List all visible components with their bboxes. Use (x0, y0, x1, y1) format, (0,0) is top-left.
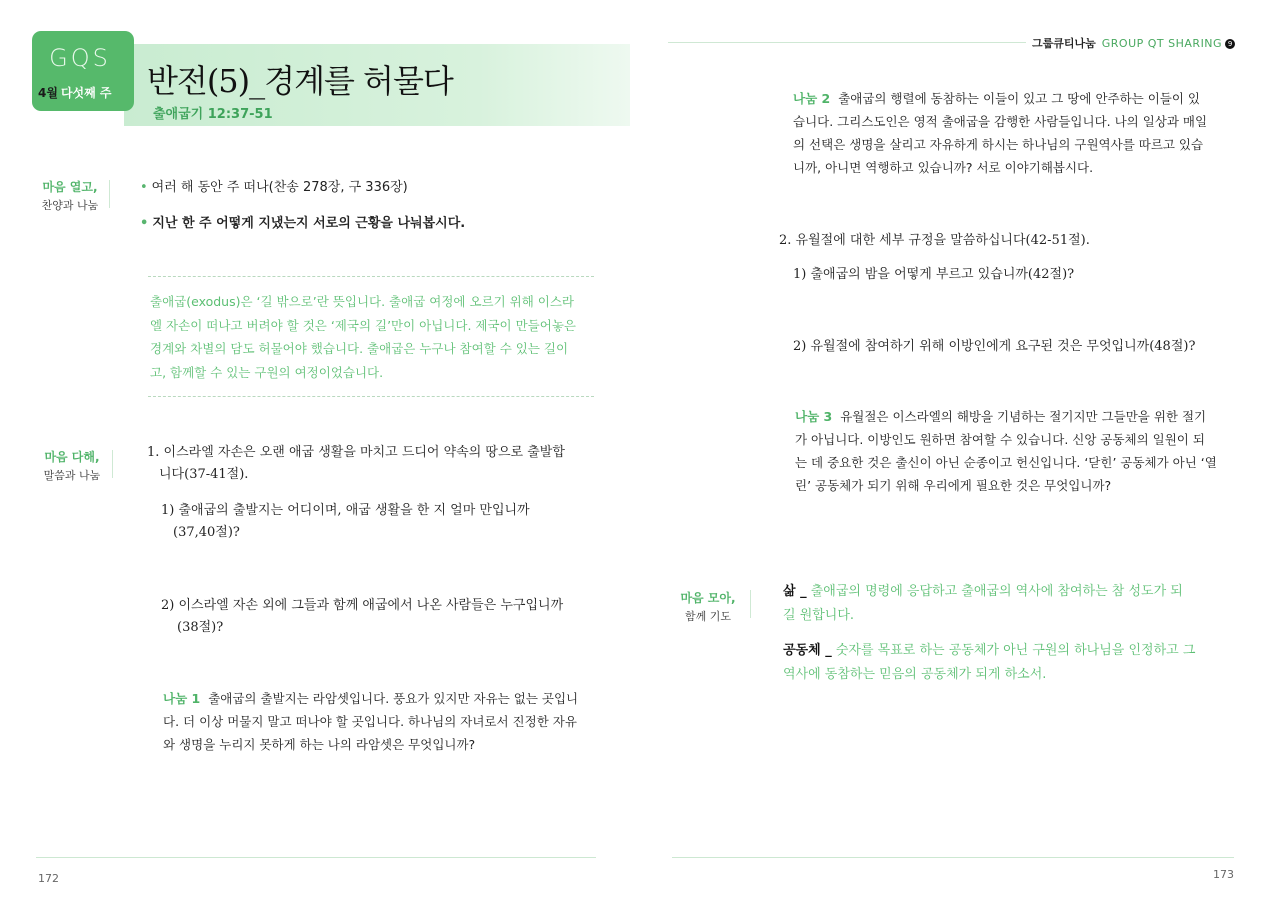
section-divider (109, 180, 110, 208)
prayer-text: 출애굽의 명령에 응답하고 출애굽의 역사에 참여하는 참 성도가 되 (810, 584, 1183, 599)
section-label-deep-sub: 말씀과 나눔 (43, 469, 101, 482)
section-label-deep-title: 마음 다해, (44, 450, 100, 464)
running-head-en: GROUP QT SHARING (1101, 37, 1223, 50)
week-label (38, 84, 112, 101)
question-line: (38절)? (177, 620, 224, 635)
section-label-pray-title: 마음 모아, (680, 591, 736, 605)
footer-rule (36, 857, 596, 858)
question-2: 2. 유월절에 대한 세부 규정을 말씀하십니다(42-51절). (779, 233, 1090, 248)
question-line: 2) 이스라엘 자손 외에 그들과 함께 애굽에서 나온 사람들은 누구입니까 (161, 598, 564, 613)
share-text: 유월절은 이스라엘의 해방을 기념하는 절기지만 그들만을 위한 절기 (840, 409, 1207, 424)
question-1 (147, 442, 599, 486)
share-line (795, 405, 1235, 428)
share-line: 니까, 아니면 역행하고 있습니까? 서로 이야기해봅시다. (793, 160, 1094, 175)
scripture-reference: 출애굽기 12:37-51 (153, 107, 273, 122)
page-number: 173 (1213, 868, 1234, 881)
question-line: (37,40절)? (173, 525, 240, 540)
footer-rule (672, 857, 1234, 858)
share-tag: 나눔 1 (163, 691, 201, 706)
gqs-logo: GQS (49, 44, 111, 72)
header-rule (668, 42, 1026, 43)
share-line: 습니다. 그리스도인은 영적 출애굽을 감행한 사람들입니다. 나의 일상과 매일 (793, 114, 1208, 129)
share-line: 가 아닙니다. 이방인도 원하면 참여할 수 있습니다. 신앙 공동체의 일원이 되 (795, 432, 1205, 447)
prayer-line: 역사에 동참하는 믿음의 공동체가 되게 하소서. (783, 667, 1047, 682)
question-1-line: 니다(37-41절). (159, 467, 249, 482)
section-divider (112, 450, 113, 478)
month-label: 4월 (38, 86, 58, 100)
prayer-lead: 삶 _ (783, 584, 807, 599)
bullet-icon: • (140, 216, 149, 231)
question-2-2: 2) 유월절에 참여하기 위해 이방인에게 요구된 것은 무엇입니까(48절)? (793, 339, 1196, 354)
section-divider (750, 590, 751, 618)
share-text: 출애굽의 행렬에 동참하는 이들이 있고 그 땅에 안주하는 이들이 있 (838, 91, 1200, 106)
section-label-open (28, 178, 112, 213)
intro-paragraph (150, 290, 594, 384)
bullet-icon: • (140, 180, 148, 195)
prayer-life (783, 580, 1235, 628)
prayer-community (783, 639, 1235, 687)
intro-line: 경계와 차별의 담도 허물어야 했습니다. 출애굽은 누구나 참여할 수 있는 길이 (150, 341, 569, 356)
share-text: 출애굽의 출발지는 라암셋입니다. 풍요가 있지만 자유는 없는 곳입니 (208, 691, 579, 706)
section-label-pray (666, 589, 750, 624)
hymn-bullet (140, 176, 408, 195)
checkin-bullet (140, 212, 465, 231)
section-label-open-title: 마음 열고, (42, 180, 98, 194)
intro-line: 출애굽(exodus)은 ‘길 밖으로’란 뜻입니다. 출애굽 여정에 오르기 위해 이스라 (150, 294, 574, 309)
share-line: 와 생명을 누리지 못하게 하는 나의 라암셋은 무엇입니까? (163, 737, 476, 752)
week-number-label: 다섯째 주 (60, 86, 112, 100)
hymn-text: 여러 해 동안 주 떠나(찬송 278장, 구 336장) (151, 180, 408, 195)
intro-top-rule (148, 276, 594, 277)
prayer-line (783, 580, 1235, 604)
share-line: 는 데 중요한 것은 출신이 아닌 순종이고 헌신입니다. ‘닫힌’ 공동체가 아닌 ‘열 (795, 455, 1217, 470)
question-1-line: 1. 이스라엘 자손은 오랜 애굽 생활을 마치고 드디어 약속의 땅으로 출발합 (147, 445, 565, 460)
question-2-1: 1) 출애굽의 밤을 어떻게 부르고 있습니까(42절)? (793, 267, 1075, 282)
share-tag: 나눔 2 (793, 91, 831, 106)
share-1 (163, 687, 599, 756)
section-label-pray-sub: 함께 기도 (684, 610, 731, 623)
page-number: 172 (38, 872, 59, 885)
share-tag: 나눔 3 (795, 409, 833, 424)
question-line: 1) 출애굽의 출발지는 어디이며, 애굽 생활을 한 지 얼마 만입니까 (161, 503, 530, 518)
share-line: 의 선택은 생명을 살리고 자유하게 하시는 하나님의 구원역사를 따르고 있습 (793, 137, 1204, 152)
intro-bottom-rule (148, 396, 594, 397)
question-1-2 (161, 595, 601, 639)
share-line: 린’ 공동체가 되기 위해 우리에게 필요한 것은 무엇입니까? (795, 478, 1112, 493)
intro-line: 고, 함께할 수 있는 구원의 여정이었습니다. (150, 364, 384, 380)
prayer-line: 길 원합니다. (783, 608, 855, 623)
share-line (793, 87, 1233, 110)
share-2 (793, 87, 1233, 179)
running-head-number: 9 (1225, 39, 1235, 49)
prayer-lead: 공동체 _ (783, 643, 832, 658)
share-3 (795, 405, 1235, 497)
share-line: 다. 더 이상 머물지 말고 떠나야 할 곳입니다. 하나님의 자녀로서 진정한 자유 (163, 714, 577, 729)
intro-line: 엘 자손이 떠나고 버려야 할 것은 ‘제국의 길’만이 아닙니다. 제국이 만들어놓은 (150, 317, 576, 333)
share-line (163, 687, 599, 710)
prayer-line (783, 639, 1235, 663)
running-head (1032, 35, 1235, 51)
prayer-text: 숫자를 목표로 하는 공동체가 아닌 구원의 하나님을 인정하고 그 (835, 643, 1196, 658)
section-label-open-sub: 찬양과 나눔 (41, 199, 99, 212)
checkin-text: 지난 한 주 어떻게 지냈는지 서로의 근황을 나눠봅시다. (152, 216, 466, 231)
running-head-ko: 그룹큐티나눔 (1032, 37, 1096, 50)
question-1-1 (161, 500, 601, 544)
section-label-deep (30, 448, 114, 483)
page-title: 반전(5)_경계를 허물다 (147, 62, 453, 100)
